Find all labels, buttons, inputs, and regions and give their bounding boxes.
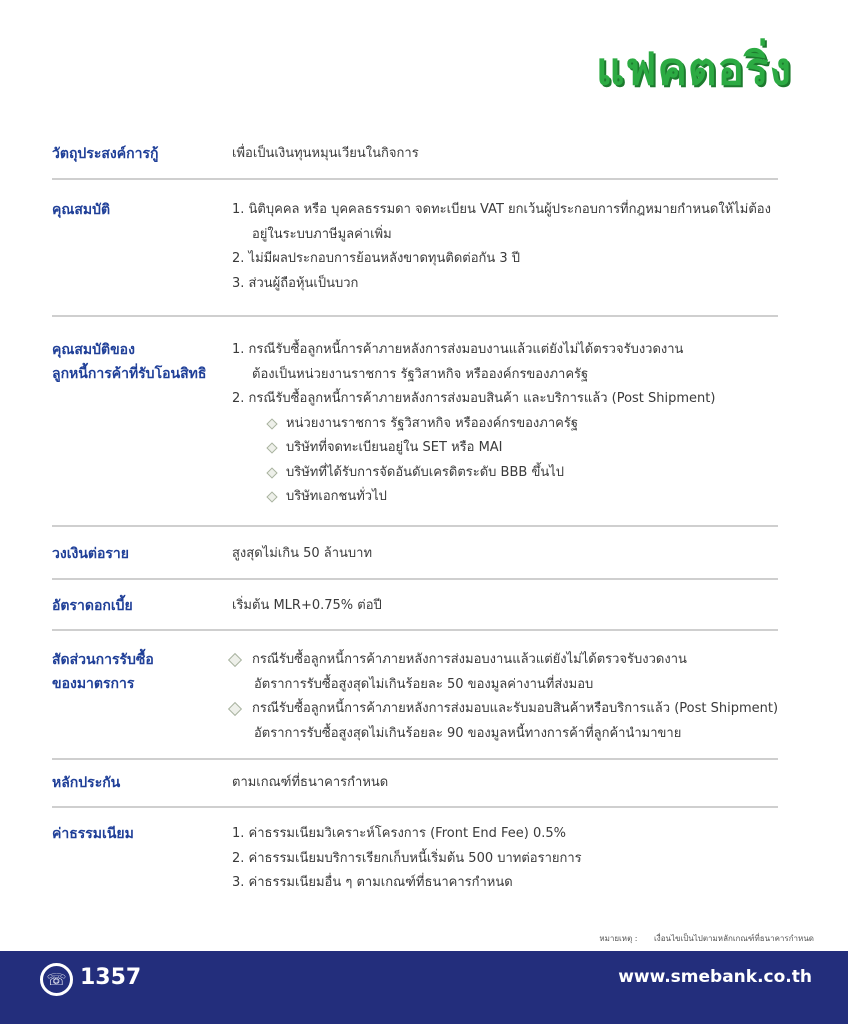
remark: [599, 932, 814, 945]
website-link[interactable]: www.smebank.co.th: [618, 967, 812, 987]
list-item: 1. ค่าธรรมเนียมวิเคราะห์โครงการ (Front End Fee) 0.5%: [232, 826, 567, 841]
list-item: [230, 697, 810, 722]
list-item: 3. ค่าธรรมเนียมอื่น ๆ ตามเกณฑ์ที่ธนาคารกำหนด: [232, 875, 513, 890]
list-item: ต้องเป็นหน่วยงานราชการ รัฐวิสาหกิจ หรือองค์กรของภาครัฐ: [252, 366, 589, 382]
sub-list-item: [232, 436, 812, 461]
list-ratio: [230, 648, 810, 746]
list-item: อยู่ในระบบภาษีมูลค่าเพิ่ม: [252, 226, 392, 242]
list-item: 3. ส่วนผู้ถือหุ้นเป็นบวก: [232, 275, 359, 291]
list-item: [230, 648, 810, 673]
list-item: 2. กรณีรับซื้อลูกหนี้การค้าภายหลังการส่งมอบสินค้า และบริการแล้ว (Post Shipment): [232, 391, 716, 406]
phone-circle-icon: ☏: [40, 963, 73, 996]
sub-item-text: หน่วยงานราชการ รัฐวิสาหกิจ หรือองค์กรของภาครัฐ: [286, 415, 579, 431]
label-debtor-line: คุณสมบัติของ: [52, 342, 135, 358]
phone-number[interactable]: 1357: [80, 965, 142, 990]
sub-list-item: [232, 485, 812, 510]
list-item: 1. กรณีรับซื้อลูกหนี้การค้าภายหลังการส่งมอบงานแล้วแต่ยังไม่ได้ตรวจรับงวดงาน: [232, 342, 684, 357]
diamond-bullet-icon: [266, 492, 277, 503]
label-purpose: วัตถุประสงค์การกู้: [52, 146, 159, 162]
label-debtor-line: ลูกหนี้การค้าที่รับโอนสิทธิ: [52, 366, 207, 382]
list-qualifications: [232, 198, 812, 296]
label-ratio-line: ของมาตรการ: [52, 676, 135, 692]
value-collateral: ตามเกณฑ์ที่ธนาคารกำหนด: [232, 775, 389, 790]
brand-logo: แฟคตอริ่ง: [595, 44, 792, 95]
sub-item-text: บริษัทเอกชนทั่วไป: [286, 489, 387, 504]
list-item: 1. นิติบุคคล หรือ บุคคลธรรมดา จดทะเบียน VAT ยกเว้นผู้ประกอบการที่กฎหมายกำหนดให้ไม่ต้อง: [232, 202, 771, 217]
list-item-text: กรณีรับซื้อลูกหนี้การค้าภายหลังการส่งมอบงานแล้วแต่ยังไม่ได้ตรวจรับงวดงาน: [252, 652, 687, 667]
divider: [52, 629, 778, 631]
sub-list-item: [232, 412, 812, 437]
label-ratio: [52, 648, 232, 696]
divider: [52, 758, 778, 760]
divider: [52, 315, 778, 317]
list-item-text: กรณีรับซื้อลูกหนี้การค้าภายหลังการส่งมอบและรับมอบสินค้าหรือบริการแล้ว (Post Shipment): [252, 701, 779, 716]
list-item: 2. ไม่มีผลประกอบการย้อนหลังขาดทุนติดต่อกัน 3 ปี: [232, 251, 521, 266]
diamond-bullet-icon: [228, 653, 242, 667]
divider: [52, 178, 778, 180]
value-limit: สูงสุดไม่เกิน 50 ล้านบาท: [232, 546, 373, 561]
remark-label: หมายเหตุ :: [599, 934, 638, 943]
diamond-bullet-icon: [266, 443, 277, 454]
diamond-bullet-icon: [228, 702, 242, 716]
sub-item-text: บริษัทที่ได้รับการจัดอันดับเครดิตระดับ BBB ขึ้นไป: [286, 464, 565, 480]
label-debtor: [52, 338, 232, 386]
diamond-bullet-icon: [266, 467, 277, 478]
label-fees: ค่าธรรมเนียม: [52, 826, 134, 842]
label-ratio-line: สัดส่วนการรับซื้อ: [52, 652, 154, 668]
list-item: อัตราการรับซื้อสูงสุดไม่เกินร้อยละ 50 ของมูลค่างานที่ส่งมอบ: [254, 676, 594, 692]
value-purpose: เพื่อเป็นเงินทุนหมุนเวียนในกิจการ: [232, 146, 419, 161]
list-debtor: [232, 338, 812, 510]
divider: [52, 525, 778, 527]
value-interest: เริ่มต้น MLR+0.75% ต่อปี: [232, 598, 382, 613]
sub-list-item: [232, 461, 812, 486]
label-limit: วงเงินต่อราย: [52, 546, 129, 562]
divider: [52, 578, 778, 580]
sub-item-text: บริษัทที่จดทะเบียนอยู่ใน SET หรือ MAI: [286, 440, 503, 455]
label-interest: อัตราดอกเบี้ย: [52, 598, 133, 614]
divider: [52, 806, 778, 808]
label-collateral: หลักประกัน: [52, 775, 121, 791]
list-fees: [232, 822, 812, 896]
list-item: 2. ค่าธรรมเนียมบริการเรียกเก็บหนี้เริ่มต้น 500 บาทต่อรายการ: [232, 850, 582, 866]
list-item: อัตราการรับซื้อสูงสุดไม่เกินร้อยละ 90 ของมูลหนี้ทางการค้าที่ลูกค้านำมาขาย: [254, 725, 682, 741]
diamond-bullet-icon: [266, 418, 277, 429]
label-qualifications: คุณสมบัติ: [52, 202, 111, 218]
footer-bar: [0, 951, 848, 1024]
remark-text: เงื่อนไขเป็นไปตามหลักเกณฑ์ที่ธนาคารกำหนด: [654, 934, 814, 943]
